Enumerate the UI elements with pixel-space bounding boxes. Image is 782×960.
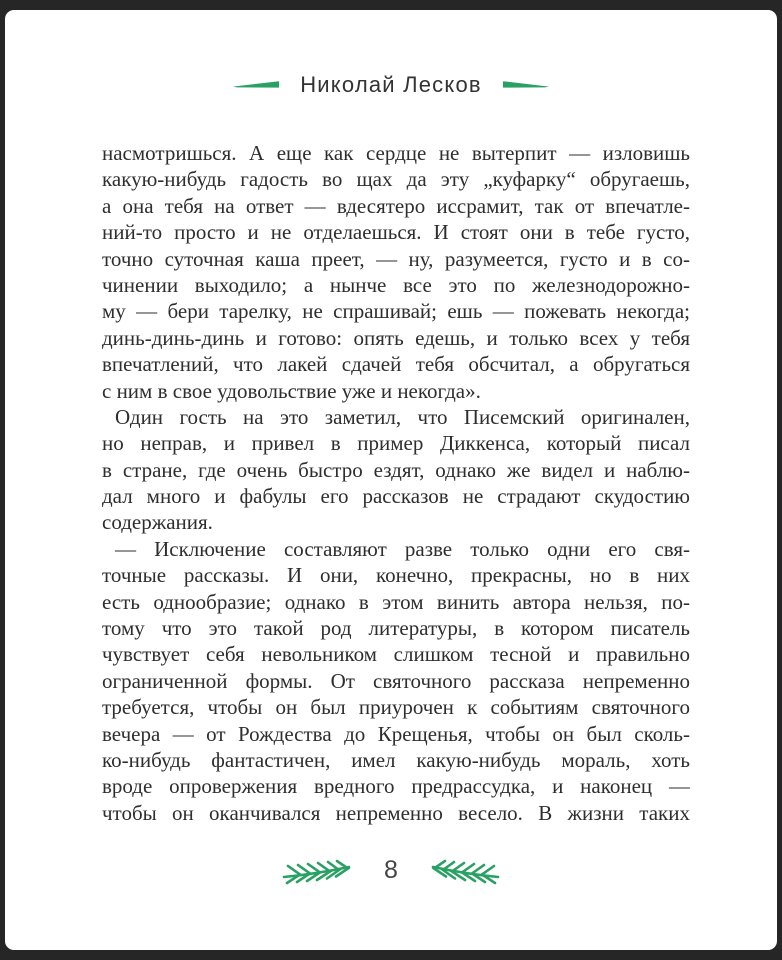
text-line: динь-динь-динь и готово: опять едешь, и только всех у тебя <box>102 325 690 350</box>
ornament-dash-left-icon <box>233 80 279 90</box>
fir-branch-left-icon <box>282 854 352 886</box>
text-line: точно суточная каша преет, — ну, разумеется, густо и в со- <box>102 246 690 271</box>
text-line: точные рассказы. И они, конечно, прекрасны, но в них <box>102 563 690 588</box>
text-line: чинении выходило; а нынче все это по железнодорожно- <box>102 272 690 297</box>
page-header <box>5 72 777 98</box>
ornament-dash-right-icon <box>503 80 549 90</box>
text-line: Один гость на это заметил, что Писемский оригинален, <box>115 404 690 429</box>
text-line: содержания. <box>102 510 213 535</box>
text-line: ограниченной формы. От святочного рассказа непременно <box>102 668 690 693</box>
book-page <box>5 10 777 950</box>
text-line: но неправ, и привел в пример Диккенса, который писал <box>102 431 690 456</box>
text-line: — Исключение составляют разве только одни его свя- <box>115 536 690 561</box>
text-line: требуется, чтобы он был приурочен к событиям святочного <box>102 695 690 720</box>
text-line: ний-то просто и не отделаешься. И стоят они в тебе густо, <box>102 220 690 245</box>
text-line: с ним в свое удовольствие уже и некогда». <box>102 378 481 403</box>
text-line: ко-нибудь фантастичен, имел какую-нибудь мораль, хоть <box>102 747 690 772</box>
page-number: 8 <box>384 855 398 884</box>
text-line: чувствует себя невольником слишком тесной и правильно <box>102 642 690 667</box>
text-line: насмотришься. А еще как сердце не вытерпит — изловишь <box>102 141 690 165</box>
paragraph <box>102 140 690 404</box>
paragraph <box>102 404 690 536</box>
fir-branch-right-icon <box>430 854 500 886</box>
text-line: тому что это такой род литературы, в котором писатель <box>102 616 690 641</box>
text-line: вроде опровержения вредного предрассудка, и наконец — <box>102 774 690 799</box>
text-line: впечатлений, что лакей сдачей тебя обсчитал, а обругаться <box>102 352 690 377</box>
text-line: есть однообразие; однако в этом винить автора нельзя, по- <box>102 589 690 614</box>
text-line: какую-нибудь гадость во щах да эту „куфарку“ обругаешь, <box>102 167 690 192</box>
text-line: в стране, где очень быстро ездят, однако же видел и наблю- <box>102 457 690 482</box>
page-footer <box>5 854 777 886</box>
text-line: чтобы он оканчивался непременно весело. В жизни таких <box>102 800 690 825</box>
author-name: Николай Лесков <box>300 72 482 97</box>
text-line: му — бери тарелку, не спрашивай; ешь — пожевать некогда; <box>102 299 690 324</box>
text-block <box>102 140 690 826</box>
text-line: вечера — от Рождества до Крещенья, чтобы он был сколь- <box>102 721 690 746</box>
text-line: дал много и фабулы его рассказов не страдают скудостию <box>102 484 690 509</box>
paragraph <box>102 536 690 826</box>
text-line: а она тебя на ответ — вдесятеро иссрамит, так от впечатле- <box>102 193 690 218</box>
